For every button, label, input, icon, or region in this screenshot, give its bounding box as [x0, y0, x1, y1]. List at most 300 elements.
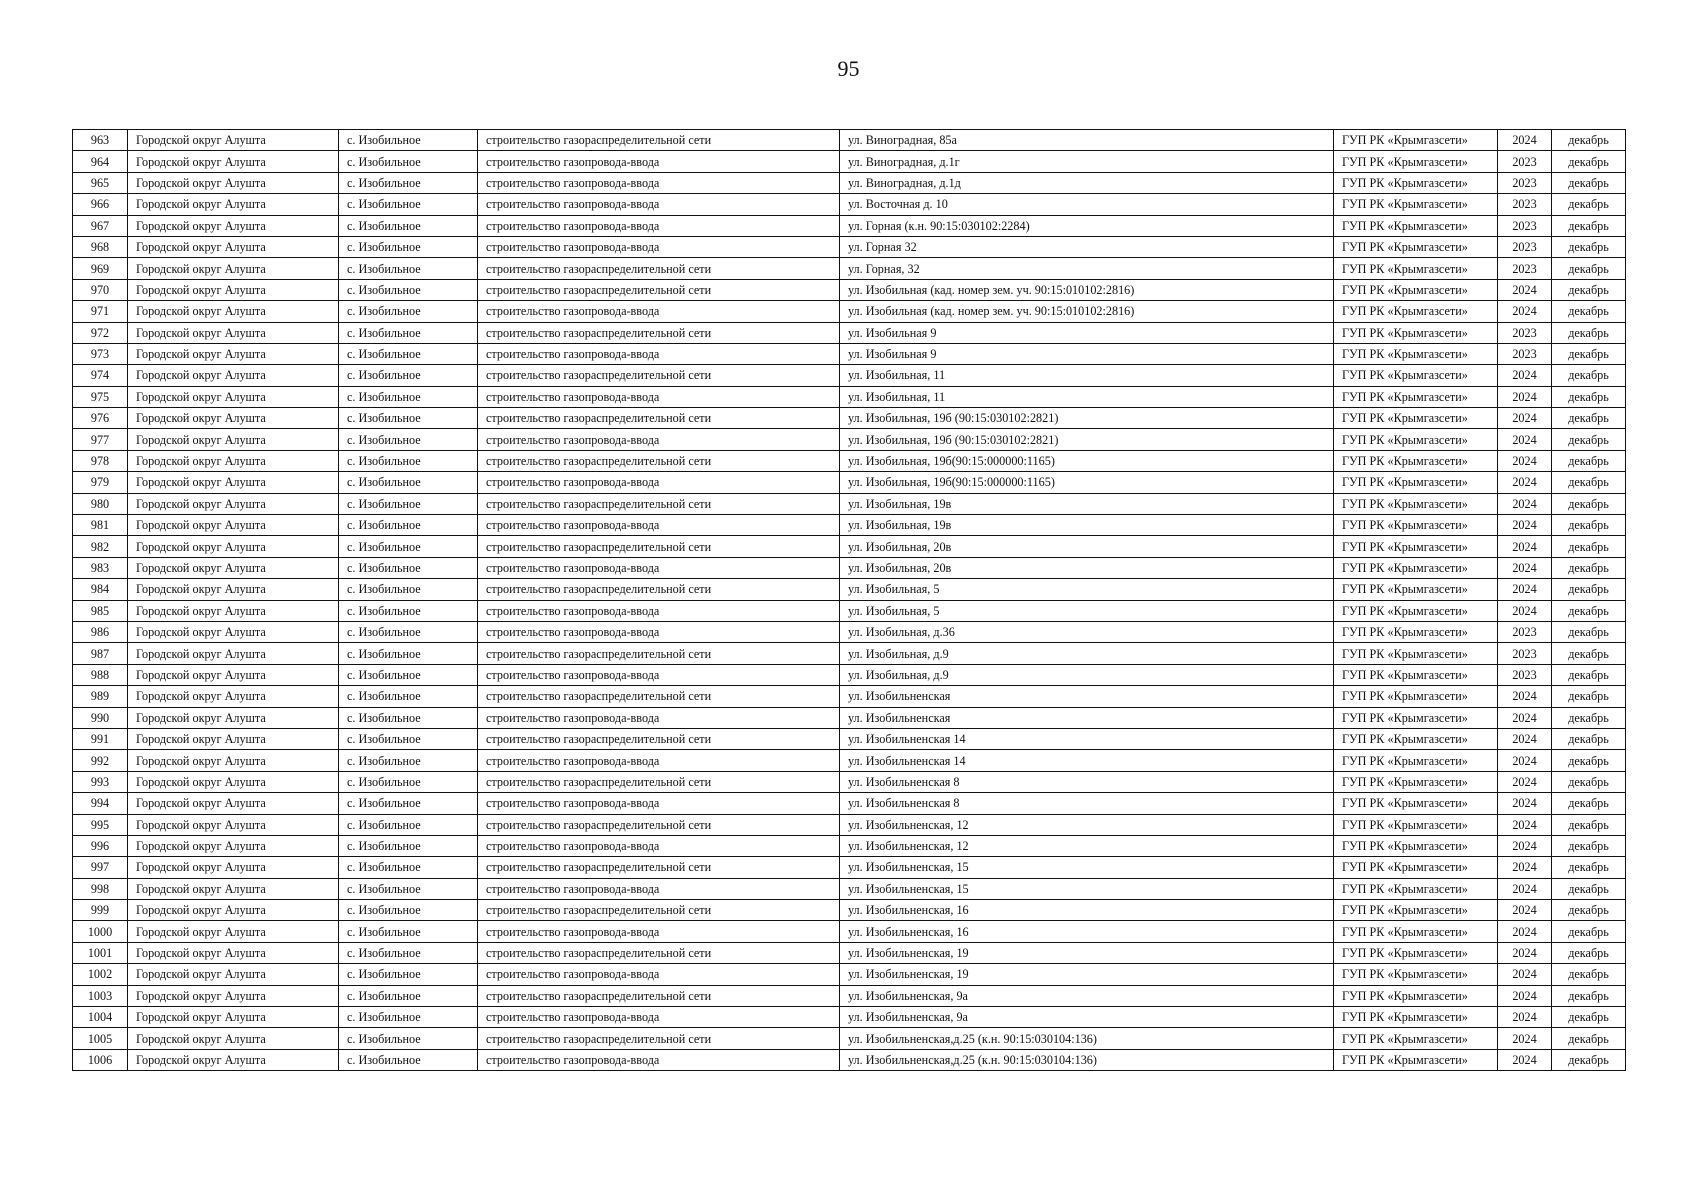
address-cell: ул. Изобильная, д.36 — [840, 621, 1334, 642]
year-cell: 2024 — [1498, 878, 1552, 899]
table-row — [73, 600, 1626, 621]
organization-cell: ГУП РК «Крымгазсети» — [1334, 707, 1498, 728]
table-row — [73, 664, 1626, 685]
row-number-cell: 1004 — [73, 1007, 128, 1028]
locality-cell: с. Изобильное — [339, 450, 478, 471]
work-type-cell: строительство газопровода-ввода — [478, 557, 840, 578]
year-cell: 2024 — [1498, 279, 1552, 300]
address-cell: ул. Виноградная, 85а — [840, 130, 1334, 151]
locality-cell: с. Изобильное — [339, 1007, 478, 1028]
address-cell: ул. Изобильная 9 — [840, 322, 1334, 343]
district-cell: Городской округ Алушта — [128, 429, 339, 450]
row-number-cell: 998 — [73, 878, 128, 899]
row-number-cell: 969 — [73, 258, 128, 279]
organization-cell: ГУП РК «Крымгазсети» — [1334, 985, 1498, 1006]
organization-cell: ГУП РК «Крымгазсети» — [1334, 172, 1498, 193]
work-type-cell: строительство газораспределительной сети — [478, 857, 840, 878]
table-row — [73, 215, 1626, 236]
organization-cell: ГУП РК «Крымгазсети» — [1334, 515, 1498, 536]
month-cell: декабрь — [1552, 814, 1626, 835]
organization-cell: ГУП РК «Крымгазсети» — [1334, 750, 1498, 771]
table-row — [73, 814, 1626, 835]
organization-cell: ГУП РК «Крымгазсети» — [1334, 1028, 1498, 1049]
work-type-cell: строительство газопровода-ввода — [478, 194, 840, 215]
organization-cell: ГУП РК «Крымгазсети» — [1334, 814, 1498, 835]
district-cell: Городской округ Алушта — [128, 814, 339, 835]
row-number-cell: 984 — [73, 579, 128, 600]
organization-cell: ГУП РК «Крымгазсети» — [1334, 964, 1498, 985]
month-cell: декабрь — [1552, 878, 1626, 899]
organization-cell: ГУП РК «Крымгазсети» — [1334, 835, 1498, 856]
row-number-cell: 982 — [73, 536, 128, 557]
table-row — [73, 301, 1626, 322]
work-type-cell: строительство газораспределительной сети — [478, 536, 840, 557]
organization-cell: ГУП РК «Крымгазсети» — [1334, 301, 1498, 322]
address-cell: ул. Изобильная 9 — [840, 343, 1334, 364]
locality-cell: с. Изобильное — [339, 258, 478, 279]
month-cell: декабрь — [1552, 686, 1626, 707]
locality-cell: с. Изобильное — [339, 707, 478, 728]
gasification-table — [72, 129, 1626, 1071]
address-cell: ул. Изобильненская, 15 — [840, 857, 1334, 878]
year-cell: 2024 — [1498, 750, 1552, 771]
district-cell: Городской округ Алушта — [128, 664, 339, 685]
locality-cell: с. Изобильное — [339, 878, 478, 899]
organization-cell: ГУП РК «Крымгазсети» — [1334, 600, 1498, 621]
row-number-cell: 963 — [73, 130, 128, 151]
table-row — [73, 750, 1626, 771]
organization-cell: ГУП РК «Крымгазсети» — [1334, 1049, 1498, 1070]
work-type-cell: строительство газораспределительной сети — [478, 814, 840, 835]
locality-cell: с. Изобильное — [339, 215, 478, 236]
month-cell: декабрь — [1552, 857, 1626, 878]
table-row — [73, 771, 1626, 792]
district-cell: Городской округ Алушта — [128, 515, 339, 536]
year-cell: 2024 — [1498, 985, 1552, 1006]
work-type-cell: строительство газопровода-ввода — [478, 878, 840, 899]
month-cell: декабрь — [1552, 728, 1626, 749]
locality-cell: с. Изобильное — [339, 151, 478, 172]
row-number-cell: 977 — [73, 429, 128, 450]
district-cell: Городской округ Алушта — [128, 1049, 339, 1070]
year-cell: 2024 — [1498, 814, 1552, 835]
work-type-cell: строительство газопровода-ввода — [478, 429, 840, 450]
address-cell: ул. Восточная д. 10 — [840, 194, 1334, 215]
district-cell: Городской округ Алушта — [128, 878, 339, 899]
address-cell: ул. Изобильненская 14 — [840, 750, 1334, 771]
district-cell: Городской округ Алушта — [128, 322, 339, 343]
work-type-cell: строительство газопровода-ввода — [478, 835, 840, 856]
locality-cell: с. Изобильное — [339, 408, 478, 429]
address-cell: ул. Изобильная, 5 — [840, 600, 1334, 621]
row-number-cell: 974 — [73, 365, 128, 386]
district-cell: Городской округ Алушта — [128, 194, 339, 215]
address-cell: ул. Изобильная, 19б(90:15:000000:1165) — [840, 450, 1334, 471]
organization-cell: ГУП РК «Крымгазсети» — [1334, 343, 1498, 364]
table-row — [73, 985, 1626, 1006]
year-cell: 2024 — [1498, 964, 1552, 985]
table-row — [73, 536, 1626, 557]
year-cell: 2024 — [1498, 1049, 1552, 1070]
row-number-cell: 973 — [73, 343, 128, 364]
district-cell: Городской округ Алушта — [128, 408, 339, 429]
month-cell: декабрь — [1552, 322, 1626, 343]
table-row — [73, 921, 1626, 942]
row-number-cell: 988 — [73, 664, 128, 685]
address-cell: ул. Изобильненская, 9а — [840, 985, 1334, 1006]
table-row — [73, 429, 1626, 450]
year-cell: 2024 — [1498, 793, 1552, 814]
month-cell: декабрь — [1552, 493, 1626, 514]
month-cell: декабрь — [1552, 771, 1626, 792]
work-type-cell: строительство газопровода-ввода — [478, 793, 840, 814]
organization-cell: ГУП РК «Крымгазсети» — [1334, 215, 1498, 236]
address-cell: ул. Изобильная, 20в — [840, 557, 1334, 578]
district-cell: Городской округ Алушта — [128, 1007, 339, 1028]
month-cell: декабрь — [1552, 472, 1626, 493]
table-row — [73, 151, 1626, 172]
table-row — [73, 172, 1626, 193]
locality-cell: с. Изобильное — [339, 600, 478, 621]
work-type-cell: строительство газораспределительной сети — [478, 408, 840, 429]
address-cell: ул. Изобильненская 8 — [840, 793, 1334, 814]
month-cell: декабрь — [1552, 835, 1626, 856]
district-cell: Городской округ Алушта — [128, 600, 339, 621]
address-cell: ул. Изобильненская, 9а — [840, 1007, 1334, 1028]
work-type-cell: строительство газопровода-ввода — [478, 600, 840, 621]
work-type-cell: строительство газопровода-ввода — [478, 664, 840, 685]
locality-cell: с. Изобильное — [339, 835, 478, 856]
district-cell: Городской округ Алушта — [128, 942, 339, 963]
work-type-cell: строительство газораспределительной сети — [478, 942, 840, 963]
work-type-cell: строительство газораспределительной сети — [478, 686, 840, 707]
table-row — [73, 130, 1626, 151]
table-row — [73, 900, 1626, 921]
table-row — [73, 878, 1626, 899]
district-cell: Городской округ Алушта — [128, 279, 339, 300]
address-cell: ул. Горная (к.н. 90:15:030102:2284) — [840, 215, 1334, 236]
organization-cell: ГУП РК «Крымгазсети» — [1334, 386, 1498, 407]
month-cell: декабрь — [1552, 557, 1626, 578]
table-row — [73, 728, 1626, 749]
district-cell: Городской округ Алушта — [128, 151, 339, 172]
locality-cell: с. Изобильное — [339, 964, 478, 985]
row-number-cell: 989 — [73, 686, 128, 707]
organization-cell: ГУП РК «Крымгазсети» — [1334, 450, 1498, 471]
district-cell: Городской округ Алушта — [128, 728, 339, 749]
table-row — [73, 1007, 1626, 1028]
year-cell: 2023 — [1498, 258, 1552, 279]
district-cell: Городской округ Алушта — [128, 900, 339, 921]
organization-cell: ГУП РК «Крымгазсети» — [1334, 942, 1498, 963]
month-cell: декабрь — [1552, 985, 1626, 1006]
year-cell: 2024 — [1498, 557, 1552, 578]
work-type-cell: строительство газопровода-ввода — [478, 301, 840, 322]
year-cell: 2024 — [1498, 408, 1552, 429]
month-cell: декабрь — [1552, 258, 1626, 279]
district-cell: Городской округ Алушта — [128, 130, 339, 151]
month-cell: декабрь — [1552, 964, 1626, 985]
address-cell: ул. Изобильненская,д.25 (к.н. 90:15:030104:136) — [840, 1049, 1334, 1070]
month-cell: декабрь — [1552, 194, 1626, 215]
locality-cell: с. Изобильное — [339, 857, 478, 878]
address-cell: ул. Виноградная, д.1г — [840, 151, 1334, 172]
year-cell: 2024 — [1498, 771, 1552, 792]
page-number: 95 — [837, 56, 860, 81]
work-type-cell: строительство газопровода-ввода — [478, 621, 840, 642]
locality-cell: с. Изобильное — [339, 793, 478, 814]
year-cell: 2024 — [1498, 921, 1552, 942]
district-cell: Городской округ Алушта — [128, 1028, 339, 1049]
locality-cell: с. Изобильное — [339, 814, 478, 835]
month-cell: декабрь — [1552, 643, 1626, 664]
organization-cell: ГУП РК «Крымгазсети» — [1334, 151, 1498, 172]
locality-cell: с. Изобильное — [339, 985, 478, 1006]
district-cell: Городской округ Алушта — [128, 771, 339, 792]
month-cell: декабрь — [1552, 621, 1626, 642]
row-number-cell: 990 — [73, 707, 128, 728]
table-row — [73, 686, 1626, 707]
row-number-cell: 997 — [73, 857, 128, 878]
month-cell: декабрь — [1552, 921, 1626, 942]
district-cell: Городской округ Алушта — [128, 343, 339, 364]
address-cell: ул. Изобильная, 11 — [840, 365, 1334, 386]
district-cell: Городской округ Алушта — [128, 450, 339, 471]
organization-cell: ГУП РК «Крымгазсети» — [1334, 493, 1498, 514]
year-cell: 2023 — [1498, 172, 1552, 193]
table-row — [73, 493, 1626, 514]
year-cell: 2024 — [1498, 579, 1552, 600]
organization-cell: ГУП РК «Крымгазсети» — [1334, 365, 1498, 386]
table-row — [73, 643, 1626, 664]
organization-cell: ГУП РК «Крымгазсети» — [1334, 429, 1498, 450]
work-type-cell: строительство газораспределительной сети — [478, 900, 840, 921]
month-cell: декабрь — [1552, 343, 1626, 364]
table-row — [73, 258, 1626, 279]
address-cell: ул. Изобильненская, 19 — [840, 942, 1334, 963]
address-cell: ул. Изобильная (кад. номер зем. уч. 90:15:010102:2816) — [840, 301, 1334, 322]
month-cell: декабрь — [1552, 386, 1626, 407]
organization-cell: ГУП РК «Крымгазсети» — [1334, 130, 1498, 151]
month-cell: декабрь — [1552, 365, 1626, 386]
district-cell: Городской округ Алушта — [128, 643, 339, 664]
address-cell: ул. Изобильненская, 12 — [840, 835, 1334, 856]
year-cell: 2024 — [1498, 536, 1552, 557]
organization-cell: ГУП РК «Крымгазсети» — [1334, 771, 1498, 792]
year-cell: 2024 — [1498, 900, 1552, 921]
row-number-cell: 992 — [73, 750, 128, 771]
month-cell: декабрь — [1552, 429, 1626, 450]
month-cell: декабрь — [1552, 515, 1626, 536]
address-cell: ул. Изобильненская, 16 — [840, 900, 1334, 921]
work-type-cell: строительство газораспределительной сети — [478, 643, 840, 664]
month-cell: декабрь — [1552, 750, 1626, 771]
locality-cell: с. Изобильное — [339, 643, 478, 664]
year-cell: 2023 — [1498, 664, 1552, 685]
organization-cell: ГУП РК «Крымгазсети» — [1334, 793, 1498, 814]
row-number-cell: 1006 — [73, 1049, 128, 1070]
address-cell: ул. Изобильненская 14 — [840, 728, 1334, 749]
row-number-cell: 970 — [73, 279, 128, 300]
locality-cell: с. Изобильное — [339, 1049, 478, 1070]
row-number-cell: 994 — [73, 793, 128, 814]
district-cell: Городской округ Алушта — [128, 835, 339, 856]
district-cell: Городской округ Алушта — [128, 557, 339, 578]
locality-cell: с. Изобильное — [339, 343, 478, 364]
table-row — [73, 408, 1626, 429]
locality-cell: с. Изобильное — [339, 515, 478, 536]
work-type-cell: строительство газопровода-ввода — [478, 172, 840, 193]
district-cell: Городской округ Алушта — [128, 386, 339, 407]
address-cell: ул. Изобильная, 19б (90:15:030102:2821) — [840, 429, 1334, 450]
table-row — [73, 194, 1626, 215]
district-cell: Городской округ Алушта — [128, 857, 339, 878]
locality-cell: с. Изобильное — [339, 194, 478, 215]
work-type-cell: строительство газопровода-ввода — [478, 1049, 840, 1070]
work-type-cell: строительство газораспределительной сети — [478, 279, 840, 300]
table-body — [73, 130, 1626, 1071]
work-type-cell: строительство газопровода-ввода — [478, 343, 840, 364]
locality-cell: с. Изобильное — [339, 279, 478, 300]
locality-cell: с. Изобильное — [339, 921, 478, 942]
month-cell: декабрь — [1552, 130, 1626, 151]
year-cell: 2024 — [1498, 600, 1552, 621]
organization-cell: ГУП РК «Крымгазсети» — [1334, 258, 1498, 279]
locality-cell: с. Изобильное — [339, 172, 478, 193]
district-cell: Городской округ Алушта — [128, 215, 339, 236]
row-number-cell: 996 — [73, 835, 128, 856]
work-type-cell: строительство газопровода-ввода — [478, 707, 840, 728]
row-number-cell: 979 — [73, 472, 128, 493]
district-cell: Городской округ Алушта — [128, 236, 339, 257]
address-cell: ул. Изобильная, 19б (90:15:030102:2821) — [840, 408, 1334, 429]
organization-cell: ГУП РК «Крымгазсети» — [1334, 194, 1498, 215]
locality-cell: с. Изобильное — [339, 771, 478, 792]
year-cell: 2024 — [1498, 1007, 1552, 1028]
month-cell: декабрь — [1552, 408, 1626, 429]
year-cell: 2023 — [1498, 643, 1552, 664]
year-cell: 2024 — [1498, 429, 1552, 450]
year-cell: 2024 — [1498, 472, 1552, 493]
district-cell: Городской округ Алушта — [128, 579, 339, 600]
address-cell: ул. Изобильненская, 19 — [840, 964, 1334, 985]
work-type-cell: строительство газораспределительной сети — [478, 728, 840, 749]
month-cell: декабрь — [1552, 793, 1626, 814]
address-cell: ул. Изобильная, 19б(90:15:000000:1165) — [840, 472, 1334, 493]
year-cell: 2024 — [1498, 707, 1552, 728]
month-cell: декабрь — [1552, 279, 1626, 300]
month-cell: декабрь — [1552, 301, 1626, 322]
row-number-cell: 991 — [73, 728, 128, 749]
month-cell: декабрь — [1552, 942, 1626, 963]
month-cell: декабрь — [1552, 664, 1626, 685]
month-cell: декабрь — [1552, 215, 1626, 236]
district-cell: Городской округ Алушта — [128, 686, 339, 707]
work-type-cell: строительство газораспределительной сети — [478, 771, 840, 792]
locality-cell: с. Изобильное — [339, 236, 478, 257]
row-number-cell: 983 — [73, 557, 128, 578]
work-type-cell: строительство газопровода-ввода — [478, 151, 840, 172]
district-cell: Городской округ Алушта — [128, 301, 339, 322]
locality-cell: с. Изобильное — [339, 557, 478, 578]
row-number-cell: 986 — [73, 621, 128, 642]
work-type-cell: строительство газопровода-ввода — [478, 215, 840, 236]
row-number-cell: 968 — [73, 236, 128, 257]
row-number-cell: 993 — [73, 771, 128, 792]
locality-cell: с. Изобильное — [339, 493, 478, 514]
table-row — [73, 621, 1626, 642]
row-number-cell: 972 — [73, 322, 128, 343]
locality-cell: с. Изобильное — [339, 900, 478, 921]
organization-cell: ГУП РК «Крымгазсети» — [1334, 664, 1498, 685]
month-cell: декабрь — [1552, 1007, 1626, 1028]
year-cell: 2024 — [1498, 130, 1552, 151]
locality-cell: с. Изобильное — [339, 365, 478, 386]
year-cell: 2024 — [1498, 493, 1552, 514]
address-cell: ул. Изобильненская — [840, 686, 1334, 707]
table-row — [73, 793, 1626, 814]
address-cell: ул. Изобильненская — [840, 707, 1334, 728]
table-row — [73, 279, 1626, 300]
organization-cell: ГУП РК «Крымгазсети» — [1334, 728, 1498, 749]
row-number-cell: 1005 — [73, 1028, 128, 1049]
row-number-cell: 995 — [73, 814, 128, 835]
table-row — [73, 450, 1626, 471]
work-type-cell: строительство газораспределительной сети — [478, 365, 840, 386]
address-cell: ул. Изобильная, д.9 — [840, 643, 1334, 664]
locality-cell: с. Изобильное — [339, 686, 478, 707]
table-row — [73, 857, 1626, 878]
work-type-cell: строительство газопровода-ввода — [478, 386, 840, 407]
table-row — [73, 515, 1626, 536]
month-cell: декабрь — [1552, 172, 1626, 193]
work-type-cell: строительство газопровода-ввода — [478, 236, 840, 257]
work-type-cell: строительство газопровода-ввода — [478, 964, 840, 985]
year-cell: 2023 — [1498, 151, 1552, 172]
row-number-cell: 1000 — [73, 921, 128, 942]
organization-cell: ГУП РК «Крымгазсети» — [1334, 279, 1498, 300]
locality-cell: с. Изобильное — [339, 621, 478, 642]
district-cell: Городской округ Алушта — [128, 172, 339, 193]
row-number-cell: 964 — [73, 151, 128, 172]
locality-cell: с. Изобильное — [339, 579, 478, 600]
organization-cell: ГУП РК «Крымгазсети» — [1334, 900, 1498, 921]
row-number-cell: 999 — [73, 900, 128, 921]
table-row — [73, 1028, 1626, 1049]
work-type-cell: строительство газораспределительной сети — [478, 130, 840, 151]
locality-cell: с. Изобильное — [339, 130, 478, 151]
work-type-cell: строительство газораспределительной сети — [478, 450, 840, 471]
year-cell: 2024 — [1498, 386, 1552, 407]
year-cell: 2024 — [1498, 1028, 1552, 1049]
organization-cell: ГУП РК «Крымгазсети» — [1334, 643, 1498, 664]
month-cell: декабрь — [1552, 536, 1626, 557]
address-cell: ул. Изобильненская 8 — [840, 771, 1334, 792]
row-number-cell: 967 — [73, 215, 128, 236]
district-cell: Городской округ Алушта — [128, 964, 339, 985]
work-type-cell: строительство газопровода-ввода — [478, 750, 840, 771]
work-type-cell: строительство газораспределительной сети — [478, 1028, 840, 1049]
table-row — [73, 365, 1626, 386]
table-row — [73, 942, 1626, 963]
year-cell: 2023 — [1498, 236, 1552, 257]
district-cell: Городской округ Алушта — [128, 365, 339, 386]
year-cell: 2023 — [1498, 215, 1552, 236]
organization-cell: ГУП РК «Крымгазсети» — [1334, 236, 1498, 257]
address-cell: ул. Изобильная, 5 — [840, 579, 1334, 600]
organization-cell: ГУП РК «Крымгазсети» — [1334, 472, 1498, 493]
year-cell: 2024 — [1498, 450, 1552, 471]
